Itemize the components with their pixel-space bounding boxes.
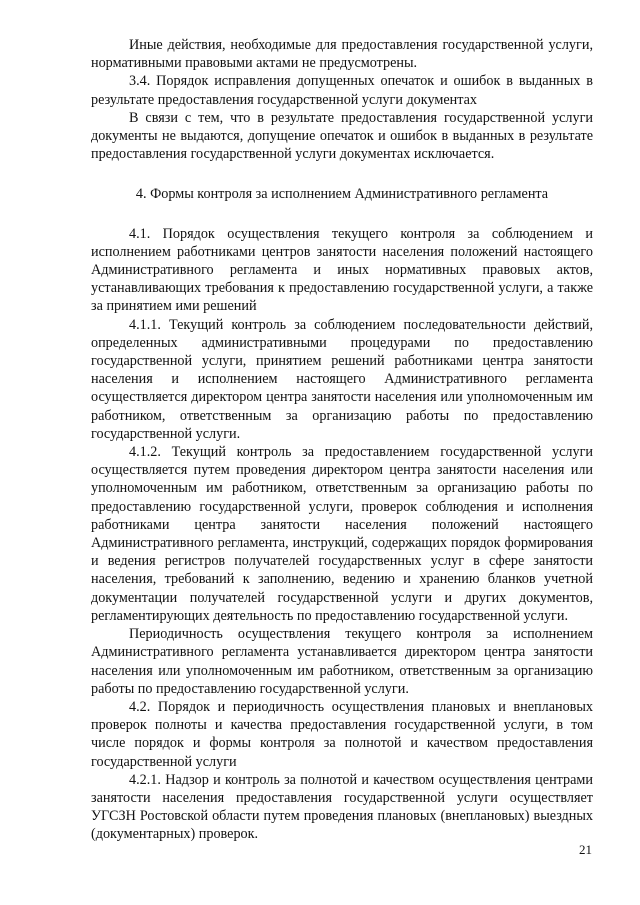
paragraph-3-4-heading: 3.4. Порядок исправления допущенных опечаток и ошибок в выданных в результате предоставления государственной услуги документах [91,73,593,108]
section-4-heading: 4. Формы контроля за исполнением Административного регламента [135,186,549,203]
page-number: 21 [579,842,592,857]
paragraph-3-4-body: В связи с тем, что в результате предоставления государственной услуги документы не выдаются, допущение опечаток и ошибок в выданных в результате предоставления государственной услуги документах исключается. [91,109,593,163]
paragraph-4-2-1: 4.2.1. Надзор и контроль за полнотой и качеством осуществления центрами занятости населения предоставления государственной услуги осуществляет УГСЗН Ростовской области путем проведения плановых (внеплановых) выездных (документарных) проверок. [91,771,593,843]
paragraph-4-1-1: 4.1.1. Текущий контроль за соблюдением последовательности действий, определенных административными процедурами по предоставлению государственной услуги, принятием решений работниками центра занятости населения и исполнением настоящего Административного регламента осуществляется директором центра занятости населения или уполномоченным им работником, ответственным за организацию работы по предоставлению государственной услуги. [91,316,593,442]
spacer [91,163,593,185]
spacer [91,204,593,225]
paragraph-other-actions: Иные действия, необходимые для предоставления государственной услуги, нормативными правовыми актами не предусмотрены. [91,37,593,72]
paragraph-4-1-2: 4.1.2. Текущий контроль за предоставлением государственной услуги осуществляется путем проведения директором центра занятости населения или уполномоченным им работником, ответственным за организацию работы по предоставлению государственной услуги, проверок соблюдения и исполнения работниками центра занятости населения положений настоящего Административного регламента, инструкций, содержащих порядок формирования и ведения регистров получателей государственных услуг в сфере занятости населения, требований к заполнению, ведению и хранению бланков учетной документации получателей государственной услуги и других документов, регламентирующих деятельность по предоставлению государственной услуги. [91,444,593,624]
document-page [91,36,593,844]
paragraph-periodicity: Периодичность осуществления текущего контроля за исполнением Административного регламента устанавливается директором центра занятости населения или уполномоченным им работником, ответственным за организацию работы по предоставлению государственной услуги. [91,626,593,697]
paragraph-4-2: 4.2. Порядок и периодичность осуществления плановых и внеплановых проверок полноты и качества предоставления государственной услуги, в том числе порядок и формы контроля за полнотой и качеством предоставления государственной услуги [91,698,593,770]
paragraph-4-1: 4.1. Порядок осуществления текущего контроля за соблюдением и исполнением работниками центров занятости населения положений настоящего Административного регламента и иных нормативных правовых актов, устанавливающих требования к предоставлению государственной услуги, а также за принятием ими решений [91,225,593,315]
